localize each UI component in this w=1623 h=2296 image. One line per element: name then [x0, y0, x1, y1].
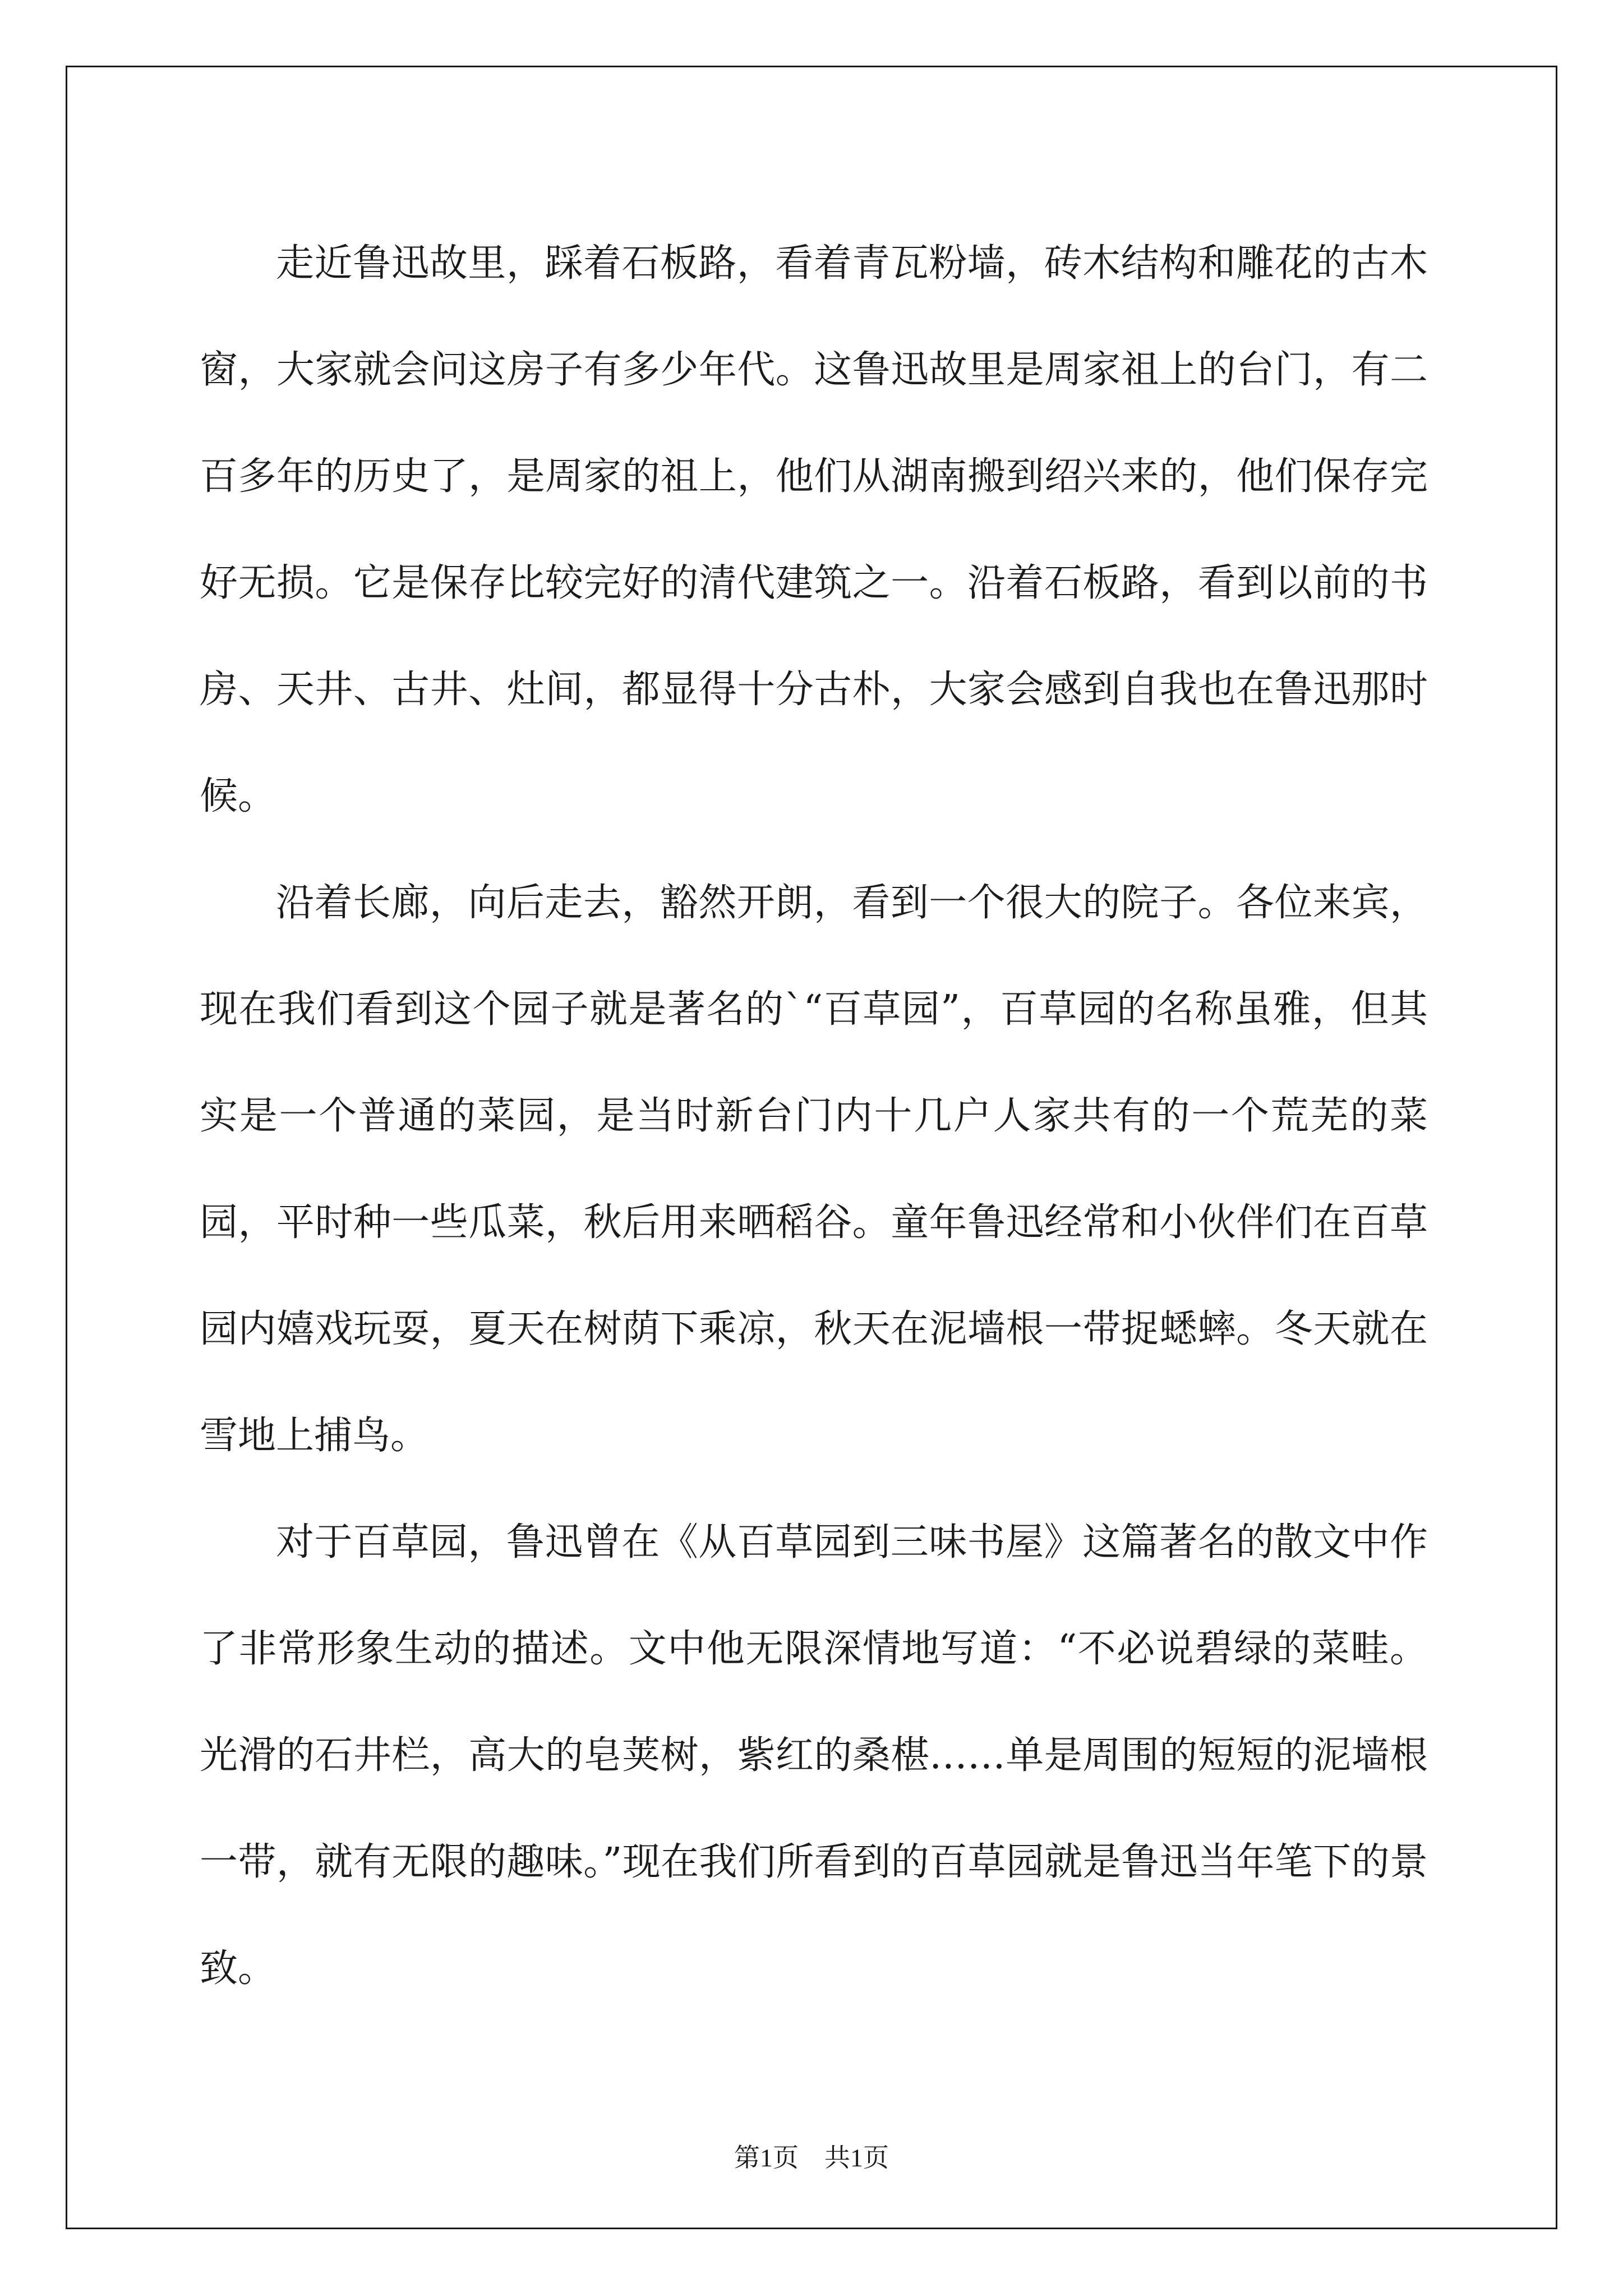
paragraph-2: 沿着长廊，向后走去，豁然开朗，看到一个很大的院子。各位来宾，现在我们看到这个园子就是著名的`“百草园”，百草园的名称虽雅，但其实是一个普通的菜园，是当时新台门内十几户人家共有的一个荒芜的菜园，平时种一些瓜菜，秋后用来晒稻谷。童年鲁迅经常和小伙伴们在百草园内嬉戏玩耍，夏天在树荫下乘凉，秋天在泥墙根一带捉蟋蟀。冬天就在雪地上捕鸟。: [200, 881, 1428, 1458]
paragraph-3: 对于百草园，鲁迅曾在《从百草园到三味书屋》这篇著名的散文中作了非常形象生动的描述。文中他无限深情地写道：“不必说碧绿的菜畦。光滑的石井栏，高大的皂荚树，紫红的桑椹……单是周围的短短的泥墙根一带，就有无限的趣味。”现在我们所看到的百草园就是鲁迅当年笔下的景致。: [200, 1520, 1428, 1991]
paragraph-1: 走近鲁迅故里，踩着石板路，看着青瓦粉墙，砖木结构和雕花的古木窗，大家就会问这房子有多少年代。这鲁迅故里是周家祖上的台门，有二百多年的历史了，是周家的祖上，他们从湖南搬到绍兴来的，他们保存完好无损。它是保存比较完好的清代建筑之一。沿着石板路，看到以前的书房、天井、古井、灶间，都显得十分古朴，大家会感到自我也在鲁迅那时候。: [200, 241, 1428, 818]
document-body: [200, 210, 1428, 2022]
page-number-footer: 第1页 共1页: [734, 2143, 889, 2172]
